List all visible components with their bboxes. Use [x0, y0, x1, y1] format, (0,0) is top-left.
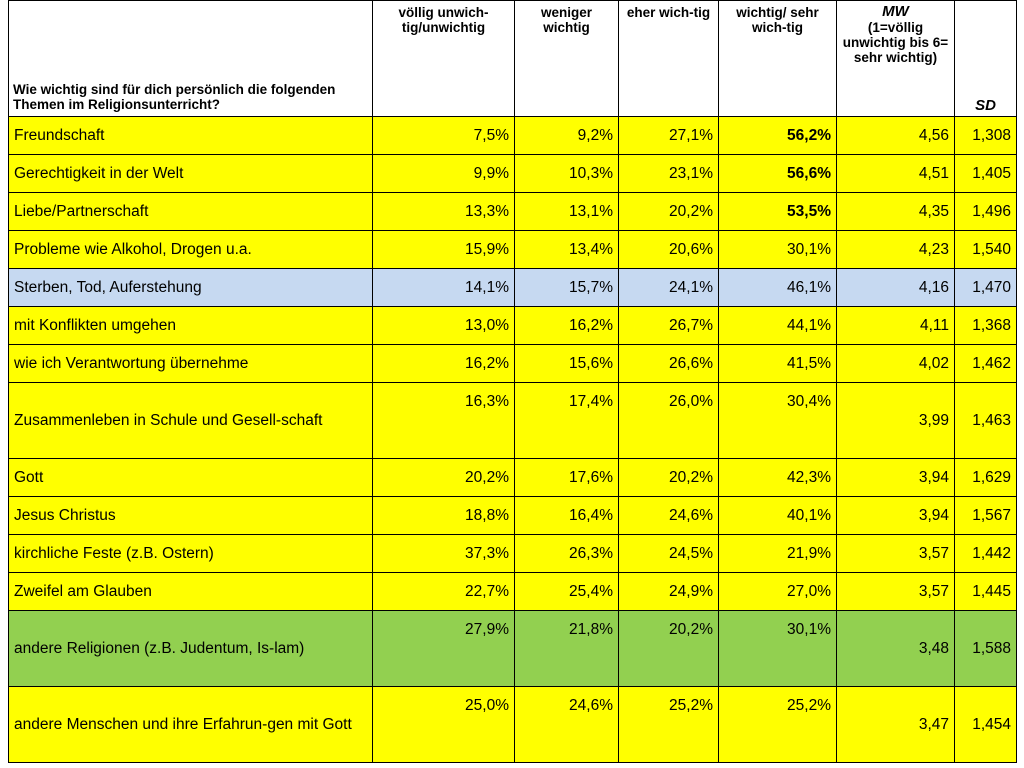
- cell-c1: 22,7%: [373, 573, 515, 611]
- cell-c1: 14,1%: [373, 269, 515, 307]
- row-label: Gott: [9, 459, 373, 497]
- cell-c2: 10,3%: [515, 155, 619, 193]
- cell-sd: 1,308: [955, 117, 1017, 155]
- row-label: Jesus Christus: [9, 497, 373, 535]
- cell-mw: 4,35: [837, 193, 955, 231]
- cell-sd: 1,368: [955, 307, 1017, 345]
- table-row: [9, 155, 1017, 193]
- table-row: [9, 611, 1017, 687]
- table-row: [9, 573, 1017, 611]
- cell-c3: 20,2%: [619, 193, 719, 231]
- cell-c2: 26,3%: [515, 535, 619, 573]
- cell-c3: 20,2%: [619, 611, 719, 687]
- cell-mw: 3,48: [837, 611, 955, 687]
- row-label: Freundschaft: [9, 117, 373, 155]
- table-row: [9, 345, 1017, 383]
- cell-sd: 1,629: [955, 459, 1017, 497]
- cell-c2: 13,1%: [515, 193, 619, 231]
- table-row: [9, 231, 1017, 269]
- cell-mw: 3,94: [837, 459, 955, 497]
- cell-c1: 25,0%: [373, 687, 515, 763]
- cell-c1: 7,5%: [373, 117, 515, 155]
- question-header: Wie wichtig sind für dich persönlich die folgenden Themen im Religionsunterricht?: [9, 1, 373, 117]
- column-header-weniger-wichtig: weniger wichtig: [515, 1, 619, 117]
- cell-c4: 30,1%: [719, 611, 837, 687]
- cell-sd: 1,496: [955, 193, 1017, 231]
- cell-c1: 27,9%: [373, 611, 515, 687]
- table-row: [9, 687, 1017, 763]
- cell-c2: 16,4%: [515, 497, 619, 535]
- cell-c3: 20,2%: [619, 459, 719, 497]
- cell-sd: 1,588: [955, 611, 1017, 687]
- cell-c1: 37,3%: [373, 535, 515, 573]
- row-label: mit Konflikten umgehen: [9, 307, 373, 345]
- cell-c2: 16,2%: [515, 307, 619, 345]
- row-label: wie ich Verantwortung übernehme: [9, 345, 373, 383]
- cell-mw: 3,94: [837, 497, 955, 535]
- cell-c2: 17,4%: [515, 383, 619, 459]
- cell-mw: 3,57: [837, 573, 955, 611]
- cell-sd: 1,445: [955, 573, 1017, 611]
- cell-c4: 27,0%: [719, 573, 837, 611]
- cell-mw: 4,11: [837, 307, 955, 345]
- cell-c4: 30,1%: [719, 231, 837, 269]
- row-label: andere Menschen und ihre Erfahrun-gen mit Gott: [9, 687, 373, 763]
- table-row: [9, 117, 1017, 155]
- row-label: Gerechtigkeit in der Welt: [9, 155, 373, 193]
- cell-mw: 3,47: [837, 687, 955, 763]
- cell-c3: 26,7%: [619, 307, 719, 345]
- cell-c4: 41,5%: [719, 345, 837, 383]
- cell-c3: 26,6%: [619, 345, 719, 383]
- cell-c3: 26,0%: [619, 383, 719, 459]
- row-label: Zweifel am Glauben: [9, 573, 373, 611]
- cell-c4: 44,1%: [719, 307, 837, 345]
- cell-c1: 15,9%: [373, 231, 515, 269]
- cell-c3: 23,1%: [619, 155, 719, 193]
- mw-title: MW: [882, 3, 909, 20]
- row-label: Probleme wie Alkohol, Drogen u.a.: [9, 231, 373, 269]
- cell-mw: 3,99: [837, 383, 955, 459]
- cell-c2: 15,7%: [515, 269, 619, 307]
- cell-c4: 42,3%: [719, 459, 837, 497]
- table-row: [9, 307, 1017, 345]
- mw-description: (1=völlig unwichtig bis 6= sehr wichtig): [842, 20, 949, 65]
- row-label: Zusammenleben in Schule und Gesell-schaft: [9, 383, 373, 459]
- column-header-mw: [837, 1, 955, 117]
- cell-mw: 4,56: [837, 117, 955, 155]
- column-header-voellig-unwichtig: völlig unwich-tig/unwichtig: [373, 1, 515, 117]
- cell-c4: 30,4%: [719, 383, 837, 459]
- cell-c1: 13,3%: [373, 193, 515, 231]
- table-row: [9, 497, 1017, 535]
- cell-c1: 13,0%: [373, 307, 515, 345]
- cell-c4: 56,2%: [719, 117, 837, 155]
- cell-sd: 1,463: [955, 383, 1017, 459]
- header-row: [9, 1, 1017, 117]
- cell-c2: 24,6%: [515, 687, 619, 763]
- cell-sd: 1,454: [955, 687, 1017, 763]
- cell-c4: 21,9%: [719, 535, 837, 573]
- cell-c4: 40,1%: [719, 497, 837, 535]
- column-header-sd: SD: [955, 1, 1017, 117]
- cell-c3: 24,5%: [619, 535, 719, 573]
- row-label: andere Religionen (z.B. Judentum, Is-lam): [9, 611, 373, 687]
- cell-c2: 25,4%: [515, 573, 619, 611]
- cell-c1: 20,2%: [373, 459, 515, 497]
- cell-c1: 16,3%: [373, 383, 515, 459]
- table-row: [9, 269, 1017, 307]
- cell-c1: 18,8%: [373, 497, 515, 535]
- cell-mw: 4,02: [837, 345, 955, 383]
- cell-c2: 13,4%: [515, 231, 619, 269]
- cell-c3: 20,6%: [619, 231, 719, 269]
- column-header-eher-wichtig: eher wich-tig: [619, 1, 719, 117]
- cell-c2: 21,8%: [515, 611, 619, 687]
- cell-c4: 56,6%: [719, 155, 837, 193]
- cell-mw: 4,16: [837, 269, 955, 307]
- cell-c4: 25,2%: [719, 687, 837, 763]
- row-label: kirchliche Feste (z.B. Ostern): [9, 535, 373, 573]
- cell-mw: 4,23: [837, 231, 955, 269]
- cell-c1: 9,9%: [373, 155, 515, 193]
- cell-sd: 1,540: [955, 231, 1017, 269]
- table-row: [9, 383, 1017, 459]
- cell-sd: 1,442: [955, 535, 1017, 573]
- cell-c3: 24,6%: [619, 497, 719, 535]
- cell-sd: 1,462: [955, 345, 1017, 383]
- cell-c2: 17,6%: [515, 459, 619, 497]
- cell-c2: 15,6%: [515, 345, 619, 383]
- cell-mw: 4,51: [837, 155, 955, 193]
- cell-c1: 16,2%: [373, 345, 515, 383]
- cell-c4: 53,5%: [719, 193, 837, 231]
- cell-sd: 1,405: [955, 155, 1017, 193]
- cell-c3: 24,9%: [619, 573, 719, 611]
- cell-c3: 24,1%: [619, 269, 719, 307]
- column-header-wichtig-sehr-wichtig: wichtig/ sehr wich-tig: [719, 1, 837, 117]
- cell-sd: 1,567: [955, 497, 1017, 535]
- cell-c3: 27,1%: [619, 117, 719, 155]
- table-row: [9, 535, 1017, 573]
- table-row: [9, 193, 1017, 231]
- row-label: Liebe/Partnerschaft: [9, 193, 373, 231]
- cell-mw: 3,57: [837, 535, 955, 573]
- table-row: [9, 459, 1017, 497]
- cell-c3: 25,2%: [619, 687, 719, 763]
- cell-c2: 9,2%: [515, 117, 619, 155]
- cell-sd: 1,470: [955, 269, 1017, 307]
- cell-c4: 46,1%: [719, 269, 837, 307]
- row-label: Sterben, Tod, Auferstehung: [9, 269, 373, 307]
- survey-table: [8, 0, 1017, 763]
